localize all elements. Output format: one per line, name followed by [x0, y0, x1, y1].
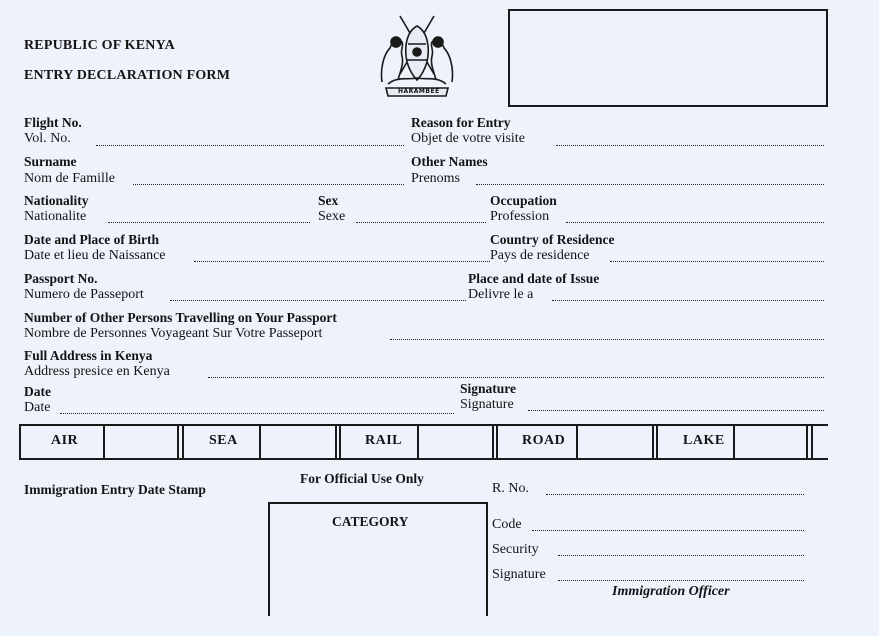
- sex-input[interactable]: [356, 222, 486, 223]
- code-label: Code: [492, 517, 522, 532]
- address-sublabel: Address presice en Kenya: [24, 364, 170, 379]
- signature-input[interactable]: [528, 410, 824, 411]
- surname-input[interactable]: [133, 184, 404, 185]
- transport-road-checkbox[interactable]: [578, 426, 652, 458]
- date-input[interactable]: [60, 413, 454, 414]
- other-persons-label: Number of Other Persons Travelling on Your Passport: [24, 310, 337, 325]
- rno-label: R. No.: [492, 481, 529, 496]
- security-label: Security: [492, 542, 539, 557]
- officer-signature-label: Signature: [492, 567, 546, 582]
- passport-input[interactable]: [170, 300, 466, 301]
- reason-label: Reason for Entry: [411, 115, 511, 130]
- transport-divider: [339, 426, 341, 458]
- residence-input[interactable]: [610, 261, 824, 262]
- occupation-label: Occupation: [490, 193, 557, 208]
- other-names-sublabel: Prenoms: [411, 171, 460, 186]
- transport-lake-checkbox[interactable]: [735, 426, 806, 458]
- transport-divider: [19, 426, 21, 458]
- other-names-input[interactable]: [476, 184, 824, 185]
- transport-divider: [492, 426, 494, 458]
- transport-divider: [496, 426, 498, 458]
- date-sublabel: Date: [24, 400, 51, 415]
- issue-input[interactable]: [552, 300, 824, 301]
- other-persons-sublabel: Nombre de Personnes Voyageant Sur Votre Passeport: [24, 326, 323, 341]
- flight-sublabel: Vol. No.: [24, 131, 71, 146]
- transport-mode-row: [19, 424, 828, 460]
- immigration-officer-label: Immigration Officer: [612, 584, 730, 599]
- residence-sublabel: Pays de residence: [490, 248, 590, 263]
- issue-label: Place and date of Issue: [468, 271, 600, 286]
- surname-sublabel: Nom de Famille: [24, 171, 115, 186]
- sex-label: Sex: [318, 193, 339, 208]
- transport-divider: [811, 426, 813, 458]
- officer-signature-input[interactable]: [558, 580, 804, 581]
- entry-stamp-label: Immigration Entry Date Stamp: [24, 482, 206, 497]
- residence-label: Country of Residence: [490, 232, 615, 247]
- transport-rail-label: RAIL: [365, 433, 403, 448]
- surname-label: Surname: [24, 154, 77, 169]
- official-use-label: For Official Use Only: [300, 471, 424, 486]
- birth-input[interactable]: [194, 261, 490, 262]
- birth-sublabel: Date et lieu de Naissance: [24, 248, 166, 263]
- transport-air-checkbox[interactable]: [105, 426, 177, 458]
- signature-label: Signature: [460, 381, 517, 396]
- issue-sublabel: Delivre le a: [468, 287, 534, 302]
- signature-sublabel: Signature: [460, 397, 514, 412]
- nationality-input[interactable]: [108, 222, 310, 223]
- transport-divider: [335, 426, 337, 458]
- transport-road-label: ROAD: [522, 433, 566, 448]
- birth-label: Date and Place of Birth: [24, 232, 159, 247]
- transport-lake-label: LAKE: [683, 433, 725, 448]
- photo-box: [508, 9, 828, 107]
- coat-of-arms-motto: HARAMBEE: [398, 88, 440, 95]
- flight-label: Flight No.: [24, 115, 82, 130]
- category-box: [268, 502, 488, 616]
- rno-input[interactable]: [546, 494, 804, 495]
- occupation-sublabel: Profession: [490, 209, 550, 224]
- transport-air-label: AIR: [51, 433, 79, 448]
- address-label: Full Address in Kenya: [24, 348, 153, 363]
- transport-sea-label: SEA: [209, 433, 238, 448]
- reason-sublabel: Objet de votre visite: [411, 131, 525, 146]
- other-persons-input[interactable]: [390, 339, 824, 340]
- sex-sublabel: Sexe: [318, 209, 346, 224]
- transport-divider: [182, 426, 184, 458]
- code-input[interactable]: [532, 530, 804, 531]
- address-input[interactable]: [208, 377, 824, 378]
- transport-divider: [656, 426, 658, 458]
- transport-sea-checkbox[interactable]: [261, 426, 335, 458]
- other-names-label: Other Names: [411, 154, 488, 169]
- flight-input[interactable]: [96, 145, 404, 146]
- passport-sublabel: Numero de Passeport: [24, 287, 144, 302]
- security-input[interactable]: [558, 555, 804, 556]
- nationality-label: Nationality: [24, 193, 89, 208]
- reason-input[interactable]: [556, 145, 824, 146]
- category-label: CATEGORY: [332, 514, 409, 529]
- passport-label: Passport No.: [24, 271, 98, 286]
- transport-divider: [177, 426, 179, 458]
- nationality-sublabel: Nationalite: [24, 209, 87, 224]
- transport-divider: [806, 426, 808, 458]
- form-title: ENTRY DECLARATION FORM: [24, 68, 231, 83]
- coat-of-arms-icon: [374, 12, 460, 100]
- republic-title: REPUBLIC OF KENYA: [24, 38, 175, 53]
- transport-rail-checkbox[interactable]: [419, 426, 492, 458]
- transport-divider: [652, 426, 654, 458]
- occupation-input[interactable]: [566, 222, 824, 223]
- date-label: Date: [24, 384, 51, 399]
